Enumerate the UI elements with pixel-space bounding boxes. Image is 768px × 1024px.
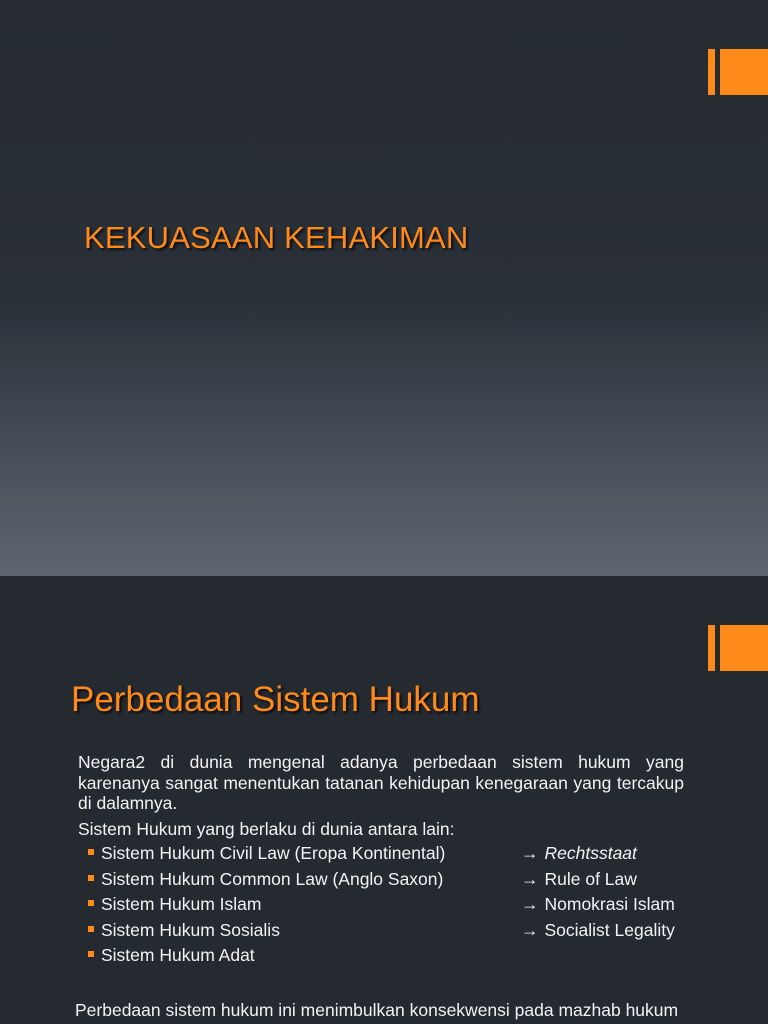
system-name: Sistem Hukum Islam	[101, 894, 262, 914]
legal-systems-list	[78, 843, 684, 971]
bullet-icon	[88, 849, 94, 855]
list-item	[78, 869, 684, 895]
system-result	[521, 894, 675, 915]
slide-title: KEKUASAAN KEHAKIMAN	[84, 220, 469, 255]
arrow-right-icon: →	[521, 868, 539, 889]
result-label: Nomokrasi Islam	[544, 894, 675, 914]
accent-block	[720, 49, 768, 95]
system-name: Sistem Hukum Adat	[101, 945, 255, 965]
arrow-right-icon: →	[521, 894, 539, 914]
arrow-right-icon: →	[521, 919, 539, 940]
system-name: Sistem Hukum Civil Law (Eropa Kontinental)	[101, 843, 446, 863]
slide-2	[0, 576, 768, 1024]
list-item	[78, 920, 684, 946]
closing-paragraph: Perbedaan sistem hukum ini menimbulkan konsekwensi pada mazhab hukum	[75, 1000, 679, 1020]
arrow-right-icon: →	[521, 843, 539, 863]
bullet-icon	[88, 900, 94, 906]
bullet-icon	[88, 951, 94, 957]
list-lead: Sistem Hukum yang berlaku di dunia antara lain:	[78, 818, 455, 839]
system-name: Sistem Hukum Sosialis	[101, 919, 280, 940]
accent-block	[720, 625, 768, 671]
slide-title: Perbedaan Sistem Hukum	[71, 680, 480, 719]
system-result	[521, 920, 675, 941]
accent-bar	[708, 49, 715, 95]
list-item	[78, 945, 684, 971]
system-name: Sistem Hukum Common Law (Anglo Saxon)	[101, 868, 444, 889]
result-label: Rechtsstaat	[544, 843, 637, 863]
list-item	[78, 894, 684, 920]
bullet-icon	[88, 875, 94, 881]
system-result	[521, 843, 637, 864]
list-item	[78, 843, 684, 869]
bullet-icon	[88, 926, 94, 932]
accent-bar	[708, 625, 715, 671]
system-result	[521, 869, 637, 890]
result-label: Socialist Legality	[544, 919, 675, 940]
slide-body	[78, 752, 684, 971]
intro-paragraph: Negara2 di dunia mengenal adanya perbedaan sistem hukum yang karenanya sangat menentukan tatanan kehidupan kenegaraan yang tercakup di dalamnya.	[78, 752, 684, 813]
result-label: Rule of Law	[544, 868, 637, 889]
